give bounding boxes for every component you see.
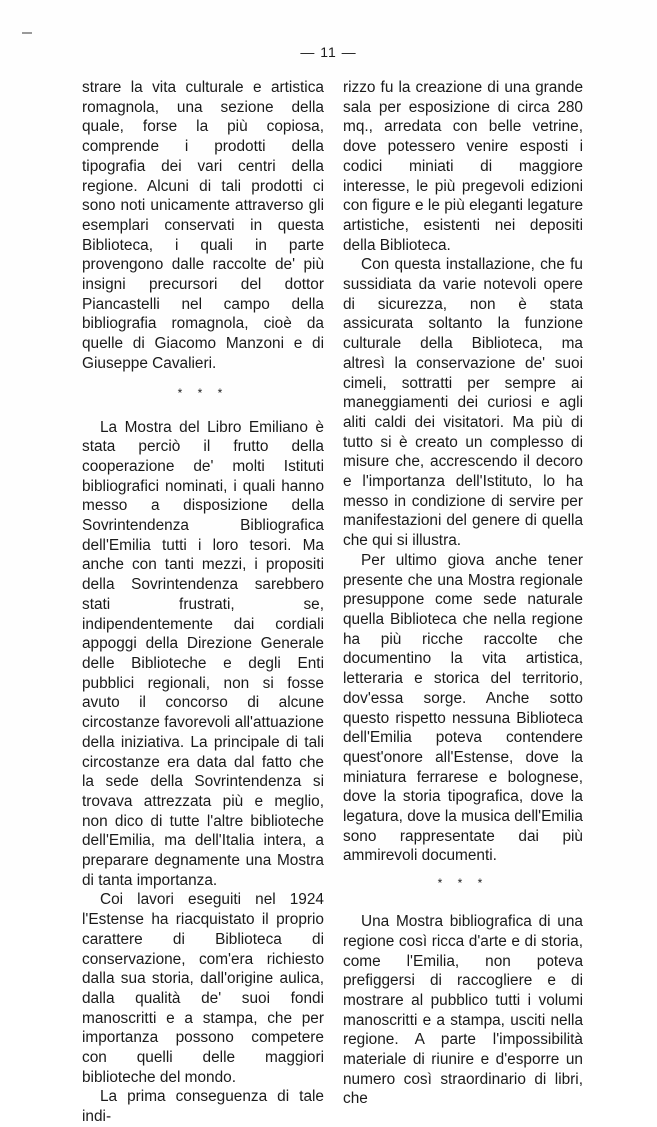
page-number: — 11 — — [300, 44, 357, 60]
left-paragraph-1: strare la vita culturale e artistica romagnola, una sezione della quale, forse la più copiosa, comprende i prodotti della tipografia dei vari centri della regione. Alcuni di tali prodotti ci sono noti unicamente attraverso gli esemplari conservati in questa Biblioteca, i quali in parte provengono dalle raccolte de' più insigni precursori del dottor Piancastelli nel campo della bibliografia romagnola, cioè da quelle di Giacomo Manzoni e di Giuseppe Cavalieri. — [82, 79, 324, 372]
left-paragraph-2: La Mostra del Libro Emiliano è stata perciò il frutto della cooperazione de' molti Istituti bibliografici nominati, i quali hanno messo a disposizione della Sovrintendenza Bibliografica dell'Emilia tutti i loro tesori. Ma anche con tanti mezzi, i propositi della Sovrintendenza sarebbero stati frustrati, se, indipendentemente dai cordiali appoggi della Direzione Generale delle Biblioteche e degli Enti pubblici regionali, non si fosse avuto il concorso di alcune circostanze favorevoli all'attuazione della iniziativa. La principale di tali circostanze era data dal fatto che la sede della Sovrintendenza si trovava attrezzata più e meglio, non dico di tutte l'altre biblioteche dell'Emilia, ma dell'Italia intera, a preparare degnamente una Mostra di tanta importanza. — [82, 418, 324, 889]
right-column — [343, 78, 583, 1109]
section-separator: * * * — [437, 876, 489, 891]
right-paragraph-2: Con questa installazione, che fu sussidiata da varie notevoli opere di sicurezza, non è stata assicurata soltanto la funzione culturale della Biblioteca, ma altresì la conservazione de' suoi cimeli, sottratti per sempre ai maneggiamenti dei curiosi e agli aliti caldi dei visitatori. Ma più di tutto si è creato un complesso di misure che, accrescendo il decoro e l'importanza dell'Istituto, lo ha messo in condizione di servire per manifestazioni del genere di quella che qui si illustra. — [343, 256, 583, 550]
right-paragraph-1: rizzo fu la creazione di una grande sala per esposizione di circa 280 mq., arredata con belle vetrine, dove potessero venire esposti i codici miniati di maggiore interesse, le più pregevoli edizioni con figure e le più eleganti legature artistiche, esistenti nei depositi della Biblioteca. — [343, 79, 583, 254]
section-separator: * * * — [177, 385, 229, 400]
left-paragraph-3: Coi lavori eseguiti nel 1924 l'Estense ha riacquistato il proprio carattere di Biblioteca di conservazione, com'era richiesto dalla sua storia, dall'origine aulica, dalla qualità de' suoi fondi manoscritti e a stampa, che per importanza possono competere con quelli delle maggiori biblioteche del mondo. — [82, 891, 324, 1086]
left-paragraph-4: La prima conseguenza di tale indi- — [82, 1088, 324, 1126]
right-paragraph-3: Per ultimo giova anche tener presente che una Mostra regionale presuppone come sede naturale quella Biblioteca che nella regione ha più ricche raccolte che documentino la vita artistica, letteraria e storica del territorio, dov'essa sorge. Anche sotto questo rispetto nessuna Biblioteca dell'Emilia poteva contendere quest'onore all'Estense, dove la miniatura ferrarese e bolognese, dove la storia tipografica, dove la legatura, dove la musica dell'Emilia sono rappresentate dai più ammirevoli documenti. — [343, 551, 583, 865]
left-column — [82, 78, 324, 1127]
scan-mark — [22, 32, 32, 34]
right-paragraph-4: Una Mostra bibliografica di una regione così ricca d'arte e di storia, come l'Emilia, non poteva prefiggersi di raccogliere e di mostrare al pubblico tutti i volumi manoscritti e a stampa, usciti nella regione. A parte l'impossibilità materiale di riunire e d'esporre un numero così straordinario di libri, che — [343, 913, 583, 1108]
